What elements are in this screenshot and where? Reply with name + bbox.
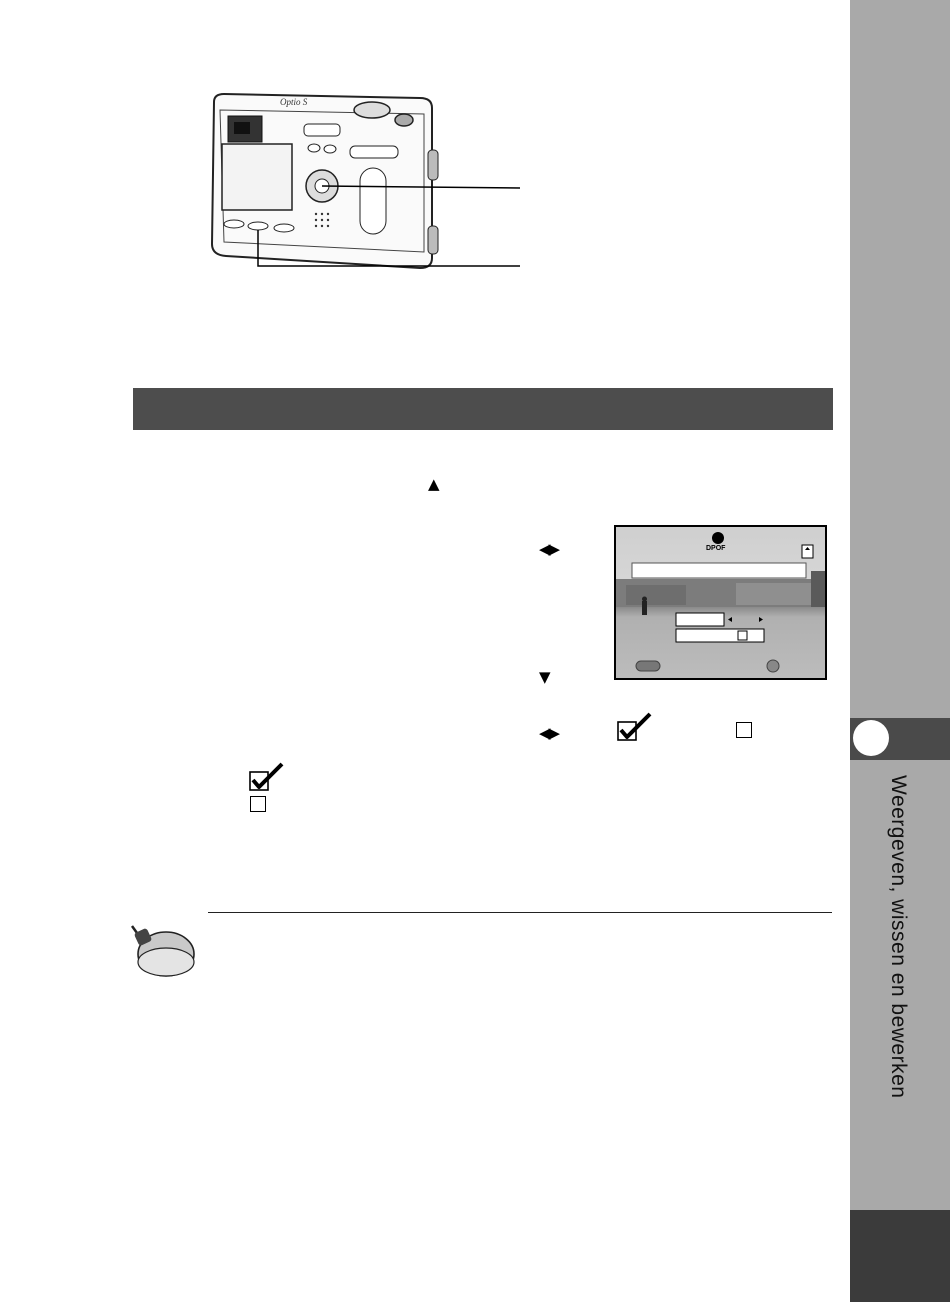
camera-lcd-screen	[614, 525, 827, 680]
checkbox-empty-icon	[736, 722, 752, 738]
section-header-bar	[133, 388, 833, 430]
checkbox-checked-icon	[248, 762, 286, 794]
checkbox-empty-icon	[250, 796, 266, 812]
down-arrow-icon: ▼	[539, 668, 551, 686]
chapter-tab-label: Weergeven, wissen en bewerken	[887, 775, 910, 1099]
up-arrow-icon: ▲	[428, 475, 440, 493]
lcd-scene	[616, 527, 825, 678]
memo-pin-icon	[128, 920, 200, 982]
camera-brand-label: Optio S	[280, 97, 308, 107]
page-number-tab	[850, 1210, 950, 1302]
left-right-arrows-icon: ◀▶	[539, 724, 559, 742]
camera-illustration	[200, 80, 530, 275]
chapter-number-circle	[853, 720, 889, 756]
dpof-logo: DPOF	[706, 545, 726, 552]
left-right-arrows-icon: ◀▶	[539, 540, 559, 558]
memo-divider	[208, 912, 832, 913]
chapter-tab-bar	[850, 0, 950, 1302]
checkbox-checked-icon	[616, 712, 654, 744]
